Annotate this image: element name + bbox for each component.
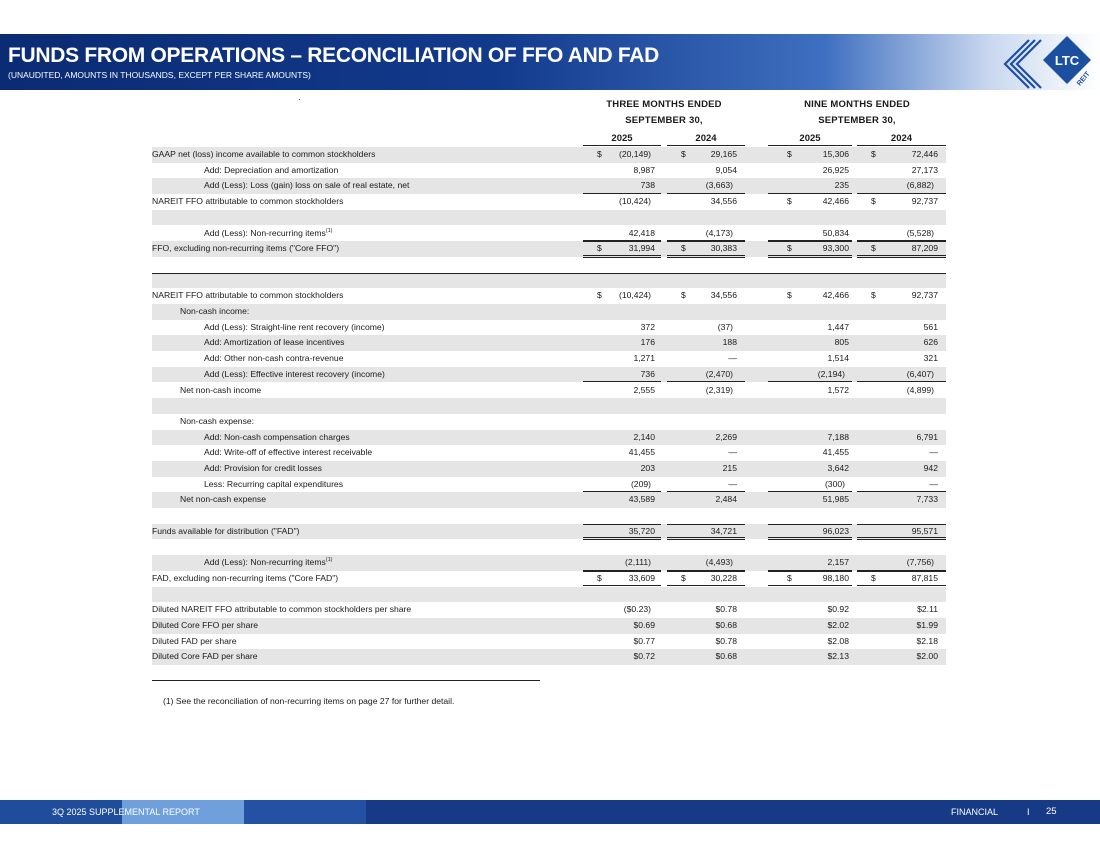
cell-value: $1.99 <box>916 620 938 630</box>
currency-symbol: $ <box>871 290 876 301</box>
table-row <box>152 398 946 414</box>
row-label: Add (Less): Effective interest recovery (income) <box>204 368 385 379</box>
cell-value: 561 <box>923 321 938 332</box>
table-row <box>152 163 946 179</box>
cell-value: 72,446 <box>911 149 938 159</box>
three-months-heading-2: SEPTEMBER 30, <box>625 115 703 126</box>
table-row <box>152 508 946 524</box>
cell-value: — <box>929 447 938 458</box>
cell-value: 95,571 <box>911 525 938 536</box>
footnote-ref: (1) <box>325 557 333 564</box>
currency-symbol: $ <box>787 572 792 583</box>
cell-value: 41,455 <box>628 447 655 458</box>
row-label: GAAP net (loss) income available to common stockholders <box>152 149 376 159</box>
row-label: Net non-cash income <box>180 384 262 395</box>
nine-months-heading-2: SEPTEMBER 30, <box>818 115 896 126</box>
cell-value: (5,528) <box>906 227 934 238</box>
row-label: Add (Less): Non-recurring items$^{(1)}$ <box>204 227 333 238</box>
cell-value: 2,157 <box>827 557 849 568</box>
row-label: Add: Provision for credit losses <box>204 463 322 473</box>
row-label: NAREIT FFO attributable to common stockholders <box>152 196 344 207</box>
table-row <box>152 147 946 163</box>
cell-value: 626 <box>923 337 938 348</box>
currency-symbol: $ <box>871 243 876 254</box>
row-label: Diluted Core FAD per share <box>152 651 258 662</box>
cell-value: 215 <box>722 463 737 473</box>
cell-value: (2,111) <box>625 557 651 568</box>
page-title: FUNDS FROM OPERATIONS – RECONCILIATION OF FFO AND FAD <box>8 44 660 67</box>
cell-value: $2.18 <box>916 635 938 646</box>
cell-value: $0.68 <box>715 620 737 630</box>
table-row <box>152 461 946 477</box>
row-label: Add (Less): Straight-line rent recovery (income) <box>204 321 385 332</box>
table-row <box>152 257 946 273</box>
table-row <box>152 492 946 508</box>
table-row <box>152 178 946 194</box>
cell-value: (2,319) <box>705 384 733 395</box>
cell-value: 2,555 <box>633 384 655 395</box>
row-label: Net non-cash expense <box>180 494 266 505</box>
cell-value: (10,424) <box>618 290 651 301</box>
cell-value: ($0.23) <box>623 604 651 615</box>
top-rule <box>768 571 852 572</box>
row-label: Add: Non-cash compensation charges <box>204 431 350 442</box>
cell-value: 92,737 <box>911 196 938 207</box>
nine-months-heading-1: NINE MONTHS ENDED <box>804 99 910 110</box>
cell-value: 42,418 <box>628 227 655 238</box>
cell-value: 188 <box>722 337 737 348</box>
currency-symbol: $ <box>597 149 602 159</box>
currency-symbol: $ <box>787 196 792 207</box>
logo-text: LTC <box>1054 53 1080 68</box>
cell-value: $2.08 <box>827 635 849 646</box>
table-row <box>152 649 946 665</box>
cell-value: 736 <box>640 368 655 379</box>
table-row <box>152 618 946 634</box>
cell-value: $2.13 <box>827 651 849 662</box>
footnote-ref: (1) <box>325 227 333 234</box>
cell-value: 372 <box>640 321 655 332</box>
cell-value: 43,589 <box>628 494 655 505</box>
cell-value: 98,180 <box>822 572 849 583</box>
cell-value: (2,194) <box>817 368 845 379</box>
cell-value: 41,455 <box>822 447 849 458</box>
currency-symbol: $ <box>597 290 602 301</box>
currency-symbol: $ <box>787 149 792 159</box>
cell-value: 8,987 <box>633 164 655 175</box>
cell-value: — <box>728 353 737 364</box>
top-rule <box>583 524 661 525</box>
currency-symbol: $ <box>681 290 686 301</box>
section-divider <box>152 273 946 274</box>
table-row <box>152 383 946 399</box>
table-row <box>152 226 946 242</box>
cell-value: 31,994 <box>628 243 655 254</box>
footer-separator: I <box>1027 807 1030 817</box>
cell-value: 7,188 <box>827 431 849 442</box>
table-row <box>152 335 946 351</box>
currency-symbol: $ <box>787 290 792 301</box>
row-label: Add (Less): Non-recurring items$^{(1)}$ <box>204 557 333 568</box>
currency-symbol: $ <box>871 196 876 207</box>
top-rule <box>583 241 661 242</box>
cell-value: 42,466 <box>822 290 849 301</box>
cell-value: $2.00 <box>916 651 938 662</box>
year-header: 2025 <box>583 132 661 146</box>
cell-value: 27,173 <box>911 164 938 175</box>
table-row <box>152 320 946 336</box>
year-header: 2024 <box>667 132 745 146</box>
cell-value: (4,899) <box>906 384 934 395</box>
table-row <box>152 571 946 587</box>
cell-value: 35,720 <box>628 525 655 536</box>
table-row <box>152 430 946 446</box>
cell-value: 3,642 <box>827 463 849 473</box>
cell-value: 2,484 <box>715 494 737 505</box>
cell-value: 42,466 <box>822 196 849 207</box>
top-rule <box>857 524 946 525</box>
footnote-divider <box>152 680 540 681</box>
cell-value: 738 <box>640 180 655 191</box>
table-row <box>152 288 946 304</box>
row-label: Add: Write-off of effective interest receivable <box>204 447 373 458</box>
cell-value: $0.92 <box>827 604 849 615</box>
table-row <box>152 414 946 430</box>
page-number: 25 <box>1046 806 1057 817</box>
row-label: Add: Amortization of lease incentives <box>204 337 345 348</box>
cell-value: (10,424) <box>618 196 651 207</box>
currency-symbol: $ <box>681 572 686 583</box>
cell-value: 235 <box>834 180 849 191</box>
top-rule <box>667 571 745 572</box>
cell-value: 93,300 <box>822 243 849 254</box>
top-rule <box>583 571 661 572</box>
stray-dot <box>299 99 300 100</box>
table-row <box>152 194 946 210</box>
cell-value: 33,609 <box>628 572 655 583</box>
footnote: (1) See the reconciliation of non-recurring items on page 27 for further detail. <box>163 696 455 706</box>
cell-value: (6,407) <box>906 368 934 379</box>
cell-value: 2,269 <box>715 431 737 442</box>
cell-value: 6,791 <box>916 431 938 442</box>
cell-value: 30,383 <box>710 243 737 254</box>
cell-value: (4,493) <box>705 557 733 568</box>
cell-value: (3,663) <box>705 180 733 191</box>
cell-value: $0.68 <box>715 651 737 662</box>
cell-value: (6,882) <box>906 180 934 191</box>
cell-value: (37) <box>717 321 733 332</box>
ltc-logo <box>995 34 1095 96</box>
cell-value: 1,514 <box>827 353 849 364</box>
top-rule <box>857 571 946 572</box>
cell-value: 34,556 <box>710 290 737 301</box>
cell-value: 1,271 <box>633 353 655 364</box>
section-name: FINANCIAL <box>951 807 999 817</box>
table-row <box>152 367 946 383</box>
cell-value: $0.78 <box>715 604 737 615</box>
currency-symbol: $ <box>871 149 876 159</box>
cell-value: 176 <box>640 337 655 348</box>
table-row <box>152 477 946 493</box>
row-label: Add: Depreciation and amortization <box>204 164 339 175</box>
row-label: Add (Less): Loss (gain) loss on sale of real estate, net <box>204 180 410 191</box>
cell-value: $0.78 <box>715 635 737 646</box>
year-header: 2025 <box>768 132 852 146</box>
cell-value: (7,756) <box>906 557 934 568</box>
cell-value: 805 <box>834 337 849 348</box>
footer-segment <box>244 800 366 824</box>
cell-value: 203 <box>640 463 655 473</box>
cell-value: (4,173) <box>705 227 733 238</box>
currency-symbol: $ <box>681 149 686 159</box>
cell-value: — <box>728 447 737 458</box>
row-label: Diluted Core FFO per share <box>152 620 259 630</box>
cell-value: 15,306 <box>822 149 849 159</box>
top-rule <box>768 241 852 242</box>
three-months-heading-1: THREE MONTHS ENDED <box>606 99 722 110</box>
header-banner <box>0 34 1100 90</box>
row-label: FAD, excluding non-recurring items ("Core FAD") <box>152 572 339 583</box>
cell-value: 87,815 <box>911 572 938 583</box>
footer-bar <box>0 800 1100 824</box>
table-row <box>152 445 946 461</box>
cell-value: 34,721 <box>710 525 737 536</box>
table-row <box>152 210 946 226</box>
cell-value: $2.02 <box>827 620 849 630</box>
cell-value: 9,054 <box>715 164 737 175</box>
cell-value: 96,023 <box>822 525 849 536</box>
cell-value: 26,925 <box>822 164 849 175</box>
cell-value: 87,209 <box>911 243 938 254</box>
top-rule <box>667 524 745 525</box>
currency-symbol: $ <box>787 243 792 254</box>
table-row <box>152 540 946 556</box>
cell-value: (300) <box>824 478 845 489</box>
cell-value: 1,572 <box>827 384 849 395</box>
table-row <box>152 273 946 289</box>
top-rule <box>768 524 852 525</box>
table-row <box>152 304 946 320</box>
row-label: Diluted NAREIT FFO attributable to common stockholders per share <box>152 604 412 615</box>
table-row <box>152 634 946 650</box>
year-header: 2024 <box>857 132 946 146</box>
report-name: 3Q 2025 SUPPLEMENTAL REPORT <box>52 807 200 817</box>
cell-value: $2.11 <box>917 604 938 615</box>
cell-value: (20,149) <box>618 149 651 159</box>
row-label: Non-cash income: <box>180 306 250 316</box>
row-label: Non-cash expense: <box>180 415 255 426</box>
cell-value: 942 <box>923 463 938 473</box>
cell-value: 1,447 <box>827 321 849 332</box>
cell-value: (209) <box>630 478 651 489</box>
cell-value: (2,470) <box>705 368 733 379</box>
cell-value: 92,737 <box>911 290 938 301</box>
table-row <box>152 241 946 257</box>
table-row <box>152 587 946 603</box>
currency-symbol: $ <box>597 572 602 583</box>
currency-symbol: $ <box>681 243 686 254</box>
row-label: Diluted FAD per share <box>152 635 237 646</box>
top-rule <box>667 241 745 242</box>
table-row <box>152 351 946 367</box>
cell-value: 30,228 <box>710 572 737 583</box>
currency-symbol: $ <box>871 572 876 583</box>
table-row <box>152 524 946 540</box>
cell-value: 321 <box>923 353 938 364</box>
cell-value: 50,834 <box>822 227 849 238</box>
table-row <box>152 602 946 618</box>
cell-value: — <box>929 478 938 489</box>
table-row <box>152 555 946 571</box>
row-label: NAREIT FFO attributable to common stockholders <box>152 290 344 301</box>
cell-value: $0.72 <box>633 651 655 662</box>
cell-value: 2,140 <box>633 431 655 442</box>
cell-value: 7,733 <box>916 494 938 505</box>
top-rule <box>857 241 946 242</box>
row-label: Add: Other non-cash contra-revenue <box>204 353 344 364</box>
logo-sub: REIT <box>1076 70 1092 88</box>
cell-value: $0.69 <box>633 620 655 630</box>
row-label: Funds available for distribution ("FAD") <box>152 525 300 536</box>
row-label: FFO, excluding non-recurring items ("Core FFO") <box>152 243 340 254</box>
page-subtitle: (UNAUDITED, AMOUNTS IN THOUSANDS, EXCEPT PER SHARE AMOUNTS) <box>8 70 311 80</box>
cell-value: $0.77 <box>633 635 655 646</box>
cell-value: 51,985 <box>822 494 849 505</box>
currency-symbol: $ <box>597 243 602 254</box>
cell-value: 34,556 <box>710 196 737 207</box>
row-label: Less: Recurring capital expenditures <box>204 478 344 489</box>
cell-value: 29,165 <box>710 149 737 159</box>
cell-value: — <box>728 478 737 489</box>
